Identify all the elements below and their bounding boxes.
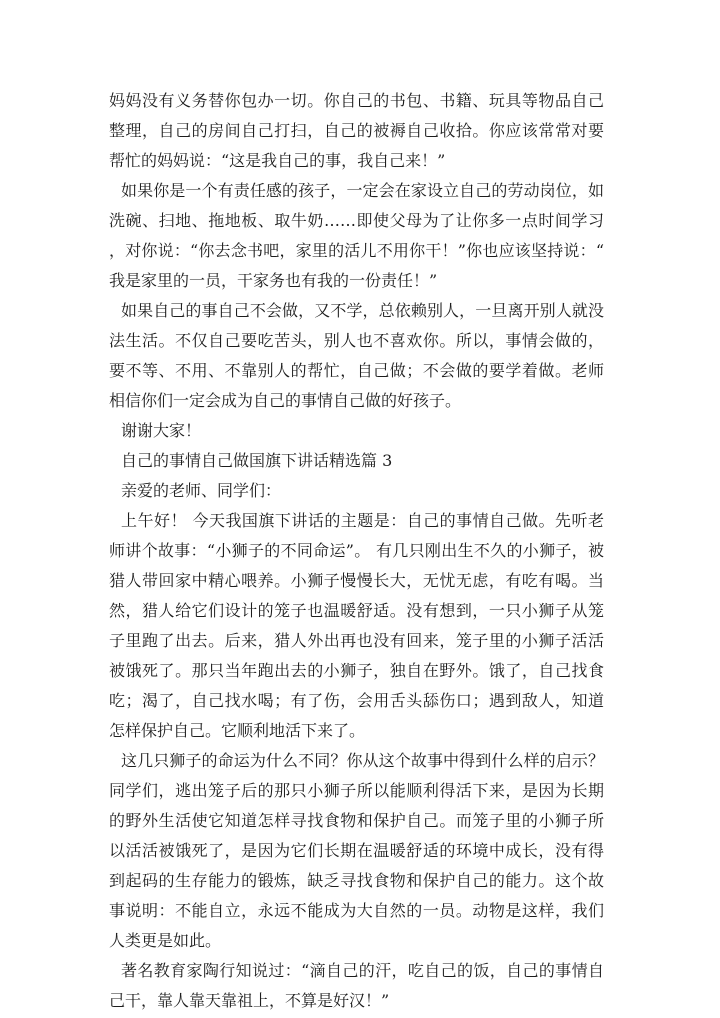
paragraph-greeting: 亲爱的老师、同学们： [121,481,282,500]
paragraph-mother-duty: 妈妈没有义务替你包办一切。你自己的书包、书籍、玩具等物品自己整理，自己的房间自己打扫，自己的被褥自己收拾。你应该常常对要帮忙的妈妈说：“这是我自己的事，我自己来！” [109,91,604,170]
paragraph-lion-lesson: 这几只狮子的命运为什么不同？你从这个故事中得到什么样的启示？ 同学们，逃出笼子后的那只小狮子所以能顺利得活下来，是因为长期的野外生活使它知道怎样寻找食物和保护自己。而笼子里的小狮子所以活活被饿死了，是因为它们长期在温暖舒适的环境中成长，没有得到起码的生存能力的锻炼，缺乏寻找食物和保护自己的能力。这个故事说明：不能自立，永远不能成为大自然的一员。动物是这样，我们人类更是如此。 [109,751,604,950]
paragraph-thanks: 谢谢大家！ [121,421,202,440]
paragraph-quote: 著名教育家陶行知说过：“滴自己的汗，吃自己的饭，自己的事情自己干，靠人靠天靠祖上，不算是好汉！” [109,961,604,1010]
paragraph-self-reliance: 如果自己的事自己不会做，又不学，总依赖别人，一旦离开别人就没法生活。不仅自己要吃苦头，别人也不喜欢你。所以，事情会做的，要不等、不用、不靠别人的帮忙，自己做；不会做的要学着做。老师相信你们一定会成为自己的事情自己做的好孩子。 [109,301,604,410]
document-body [109,86,604,1016]
section-heading: 自己的事情自己做国旗下讲话精选篇 3 [121,451,393,470]
paragraph-lion-story: 上午好！ 今天我国旗下讲话的主题是：自己的事情自己做。先听老师讲个故事：“小狮子的不同命运”。 有几只刚出生不久的小狮子，被猎人带回家中精心喂养。小狮子慢慢长大，无忧无虑，有吃有喝。当然，猎人给它们设计的笼子也温暖舒适。没有想到，一只小狮子从笼子里跑了出去。后来，猎人外出再也没有回来，笼子里的小狮子活活被饿死了。那只当年跑出去的小狮子，独自在野外。饿了，自己找食吃；渴了，自己找水喝；有了伤，会用舌头舔伤口；遇到敌人，知道怎样保护自己。它顺利地活下来了。 [109,511,604,740]
paragraph-responsibility: 如果你是一个有责任感的孩子，一定会在家设立自己的劳动岗位，如洗碗、扫地、拖地板、取牛奶……即使父母为了让你多一点时间学习，对你说：“你去念书吧，家里的活儿不用你干！”你也应该坚持说：“我是家里的一员，干家务也有我的一份责任！” [109,181,604,290]
